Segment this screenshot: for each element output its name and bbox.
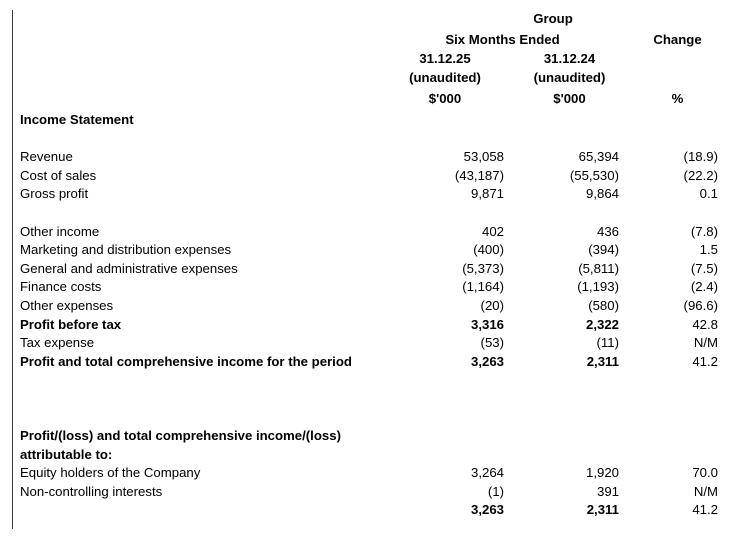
spacer4-label — [12, 409, 378, 428]
section-title-chg — [627, 111, 728, 130]
header-col2-unit: $'000 — [553, 91, 586, 106]
row-value-revenue-chg: (18.9) — [683, 149, 718, 165]
header-blank-units — [12, 90, 378, 111]
row-value-marketing-c1: (400) — [473, 242, 504, 258]
table-row — [12, 167, 728, 186]
table-row — [12, 316, 728, 335]
header-blank-dates — [12, 50, 378, 90]
header-period-label: Six Months Ended — [445, 32, 560, 47]
final-c2 — [512, 520, 627, 540]
spacer1-c1 — [378, 130, 512, 149]
spacer1-label — [12, 130, 378, 149]
spacer1-c2 — [512, 130, 627, 149]
table-row — [12, 241, 728, 260]
spacer3-c2 — [512, 390, 627, 409]
header-col1-date — [378, 50, 512, 90]
spacer3-label — [12, 390, 378, 409]
final-c1 — [378, 520, 512, 540]
row-label-cost-of-sales: Cost of sales — [20, 167, 97, 183]
row-value-profit-for-period-c2: 2,311 — [586, 353, 619, 369]
header-col1-date-value: 31.12.25 — [419, 51, 471, 66]
row-value-other-income-c2: 436 — [596, 223, 619, 239]
row-value-general-admin-c2: (5,811) — [578, 260, 619, 276]
table-row — [12, 278, 728, 297]
section-title-c1 — [378, 111, 512, 130]
row-value-revenue-c1: 53,058 — [463, 149, 504, 165]
row-spacer-final — [12, 520, 728, 540]
row-label-tax-expense: Tax expense — [20, 335, 95, 351]
header-row-period — [12, 31, 728, 50]
row-value-nci-chg: N/M — [693, 483, 718, 499]
spacer4-chg — [627, 409, 728, 428]
row-value-nci-c2: 391 — [596, 483, 619, 499]
table-row — [12, 334, 728, 353]
spacer2-label — [12, 204, 378, 223]
header-row-dates — [12, 50, 728, 90]
row-label-general-admin: General and administrative expenses — [20, 260, 238, 276]
table-row — [12, 501, 728, 520]
header-col2-date-value: 31.12.24 — [543, 51, 596, 66]
table-row — [12, 185, 728, 204]
row-value-equity-holders-chg: 70.0 — [692, 465, 718, 481]
income-statement-table — [12, 10, 728, 540]
row-value-finance-costs-c1: (1,164) — [462, 279, 504, 295]
spacer2-chg — [627, 204, 728, 223]
spacer4-c1 — [378, 409, 512, 428]
attributable-heading-c2 — [512, 427, 627, 464]
row-label-gross-profit: Gross profit — [20, 186, 89, 202]
row-value-cost-of-sales-chg: (22.2) — [683, 167, 718, 183]
section-title: Income Statement — [20, 112, 134, 127]
spacer2-c2 — [512, 204, 627, 223]
table-row — [12, 427, 728, 464]
row-value-tax-expense-chg: N/M — [693, 335, 718, 351]
table-left-edge — [12, 10, 13, 529]
spacer3-chg — [627, 390, 728, 409]
row-value-tax-expense-c2: (11) — [596, 335, 619, 351]
row-value-general-admin-chg: (7.5) — [690, 260, 718, 276]
table-row — [12, 483, 728, 502]
spacer4-c2 — [512, 409, 627, 428]
row-value-other-expenses-c2: (580) — [588, 297, 619, 313]
row-value-marketing-chg: 1.5 — [699, 242, 718, 258]
row-value-gross-profit-c2: 9,864 — [585, 186, 619, 202]
row-value-revenue-c2: 65,394 — [578, 149, 619, 165]
table-row — [12, 464, 728, 483]
header-col2-date — [512, 50, 627, 90]
final-chg — [627, 520, 728, 540]
row-spacer-1 — [12, 130, 728, 149]
row-value-attributable-total-c1: 3,263 — [470, 502, 504, 518]
row-value-attributable-total-chg: 41.2 — [692, 502, 718, 518]
row-label-equity-holders: Equity holders of the Company — [20, 465, 201, 481]
row-value-gross-profit-chg: 0.1 — [699, 186, 718, 202]
spacer2-c1 — [378, 204, 512, 223]
row-value-profit-for-period-chg: 41.2 — [692, 353, 718, 369]
table-row — [12, 148, 728, 167]
header-group-label: Group — [533, 11, 573, 26]
attributable-heading-chg — [627, 427, 728, 464]
row-value-cost-of-sales-c2: (55,530) — [569, 167, 619, 183]
row-label-revenue: Revenue — [20, 149, 73, 165]
header-blank-period — [12, 31, 378, 50]
row-spacer-3 — [12, 390, 728, 409]
row-value-general-admin-c1: (5,373) — [462, 260, 504, 276]
row-value-equity-holders-c1: 3,264 — [470, 465, 504, 481]
row-value-other-expenses-c1: (20) — [480, 297, 504, 313]
row-label-profit-for-period: Profit and total comprehensive income for the period — [20, 353, 352, 369]
table-row — [12, 223, 728, 242]
section-title-c2 — [512, 111, 627, 130]
row-value-other-expenses-chg: (96.6) — [683, 297, 718, 313]
spacer1-chg — [627, 130, 728, 149]
row-label-attributable-total — [12, 501, 378, 520]
row-value-other-income-c1: 402 — [481, 223, 504, 239]
row-spacer-2 — [12, 204, 728, 223]
row-value-tax-expense-c1: (53) — [480, 335, 504, 351]
table-row — [12, 297, 728, 316]
table-row — [12, 353, 728, 390]
row-value-gross-profit-c1: 9,871 — [470, 186, 504, 202]
row-value-cost-of-sales-c1: (43,187) — [454, 167, 504, 183]
attributable-heading-c1 — [378, 427, 512, 464]
header-change-unit: % — [671, 91, 684, 106]
row-value-equity-holders-c2: 1,920 — [585, 465, 619, 481]
row-value-nci-c1: (1) — [487, 483, 504, 499]
row-label-other-expenses: Other expenses — [20, 297, 114, 313]
row-value-profit-before-tax-c1: 3,316 — [470, 316, 504, 332]
header-row-group — [12, 10, 728, 31]
row-value-other-income-chg: (7.8) — [690, 223, 718, 239]
row-label-other-income: Other income — [20, 223, 100, 239]
header-corner-blank — [12, 10, 378, 31]
row-label-nci: Non-controlling interests — [20, 483, 163, 499]
row-label-marketing: Marketing and distribution expenses — [20, 242, 232, 258]
spacer3-c1 — [378, 390, 512, 409]
row-value-marketing-c2: (394) — [588, 242, 619, 258]
row-label-finance-costs: Finance costs — [20, 279, 102, 295]
row-value-profit-for-period-c1: 3,263 — [470, 353, 504, 369]
header-col2-date-qualifier: (unaudited) — [533, 69, 606, 85]
row-value-finance-costs-c2: (1,193) — [577, 279, 619, 295]
row-value-profit-before-tax-chg: 42.8 — [692, 316, 718, 332]
table-row — [12, 260, 728, 279]
header-col1-unit: $'000 — [428, 91, 462, 106]
final-label — [12, 520, 378, 540]
row-value-attributable-total-c2: 2,311 — [586, 502, 619, 518]
row-value-profit-before-tax-c2: 2,322 — [585, 316, 619, 332]
row-value-finance-costs-chg: (2.4) — [690, 279, 718, 295]
row-spacer-4 — [12, 409, 728, 428]
row-label-attributable-heading: Profit/(loss) and total comprehensive income/(loss) attributable to: — [20, 428, 341, 462]
header-row-units — [12, 90, 728, 111]
header-col1-date-qualifier: (unaudited) — [409, 69, 481, 85]
header-change-label: Change — [653, 32, 702, 47]
row-label-profit-before-tax: Profit before tax — [20, 316, 122, 332]
row-section-title — [12, 111, 728, 130]
